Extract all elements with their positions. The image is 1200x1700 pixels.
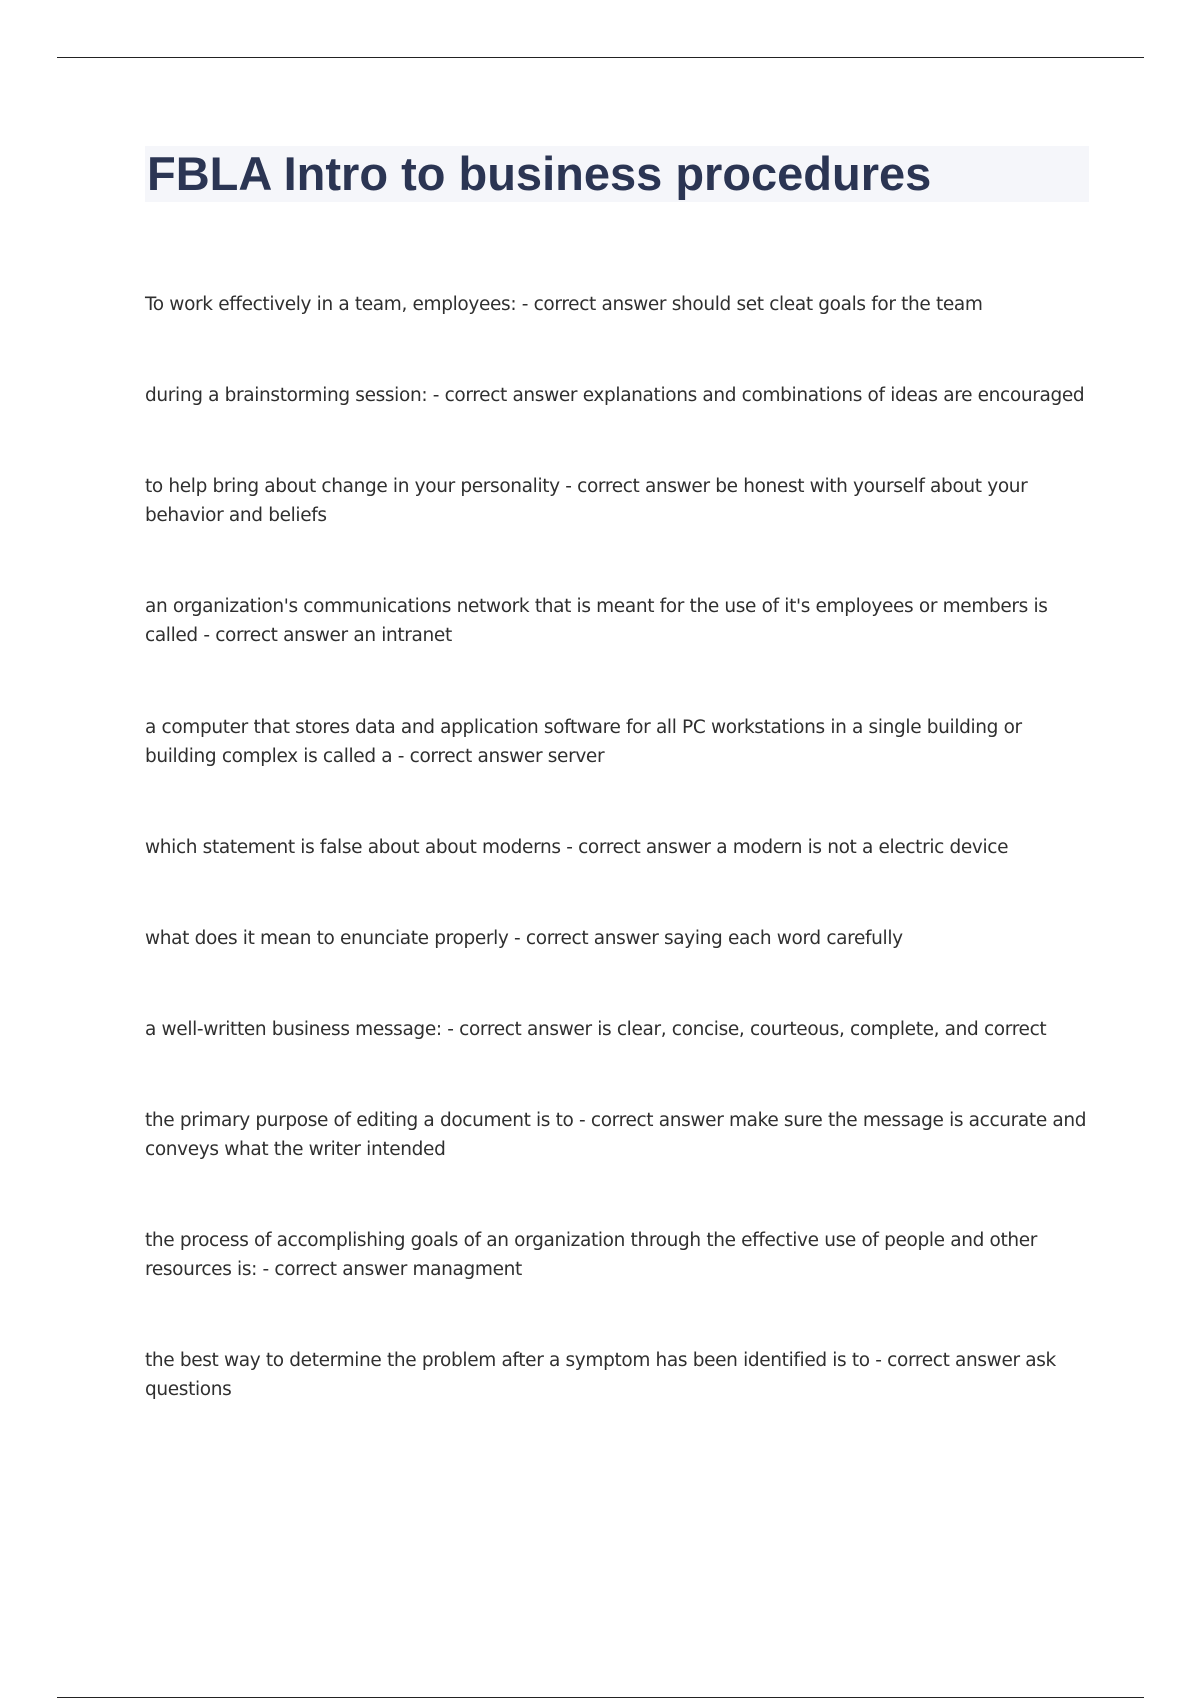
answer-text: explanations and combinations of ideas are encouraged <box>582 385 1085 406</box>
question-text: the process of accomplishing goals of an organization through the effective use of people and other resources is: <box>145 1230 1038 1280</box>
answer-separator: - correct answer <box>197 625 354 646</box>
answer-separator: - correct answer <box>257 1259 413 1280</box>
answer-text: saying each word carefully <box>664 928 903 949</box>
answer-text: make sure the message is accurate and conveys what the writer intended <box>145 1110 1087 1160</box>
answer-text: a modern is not a electric device <box>716 837 1009 858</box>
answer-separator: - correct answer <box>573 1110 729 1131</box>
page-title: FBLA Intro to business procedures <box>147 147 932 200</box>
answer-text: be honest with yourself about your behavior and beliefs <box>145 476 1028 526</box>
answer-separator: - correct answer <box>441 1019 598 1040</box>
answer-separator: - correct answer <box>392 746 548 767</box>
answer-separator: - correct answer <box>516 294 672 315</box>
answer-text: ask questions <box>145 1350 1056 1400</box>
qa-item <box>145 592 1090 650</box>
qa-item <box>145 924 1090 953</box>
question-text: an organization's communications network that is meant for the use of it's employees or members is called <box>145 596 1048 646</box>
top-rule <box>57 57 1144 58</box>
qa-item <box>145 290 1090 319</box>
answer-separator: - correct answer <box>427 385 583 406</box>
title-block <box>145 146 1089 202</box>
question-text: during a brainstorming session: <box>145 385 428 406</box>
qa-item <box>145 1226 1090 1284</box>
question-text: to help bring about change in your personality <box>145 476 560 497</box>
answer-separator: - correct answer <box>869 1350 1026 1371</box>
answer-text: an intranet <box>353 625 452 646</box>
question-text: what does it mean to enunciate properly <box>145 928 509 949</box>
answer-text: managment <box>412 1259 522 1280</box>
bottom-rule <box>57 1697 1144 1698</box>
question-text: the primary purpose of editing a document is to <box>145 1110 574 1131</box>
question-text: To work effectively in a team, employees: <box>145 294 517 315</box>
qa-item <box>145 833 1090 862</box>
answer-text: server <box>547 746 605 767</box>
question-text: the best way to determine the problem after a symptom has been identified is to <box>145 1350 870 1371</box>
question-text: which statement is false about about moderns <box>145 837 561 858</box>
qa-item <box>145 472 1090 530</box>
qa-item <box>145 1346 1090 1404</box>
answer-text: is clear, concise, courteous, complete, and correct <box>597 1019 1047 1040</box>
answer-separator: - correct answer <box>508 928 665 949</box>
qa-item <box>145 381 1090 410</box>
qa-item <box>145 1015 1090 1044</box>
answer-separator: - correct answer <box>559 476 716 497</box>
question-text: a computer that stores data and application software for all PC workstations in a single building or building complex is called a <box>145 717 1022 767</box>
answer-text: should set cleat goals for the team <box>671 294 983 315</box>
qa-item <box>145 713 1090 771</box>
qa-item <box>145 1106 1090 1164</box>
question-text: a well-written business message: <box>145 1019 442 1040</box>
answer-separator: - correct answer <box>560 837 717 858</box>
